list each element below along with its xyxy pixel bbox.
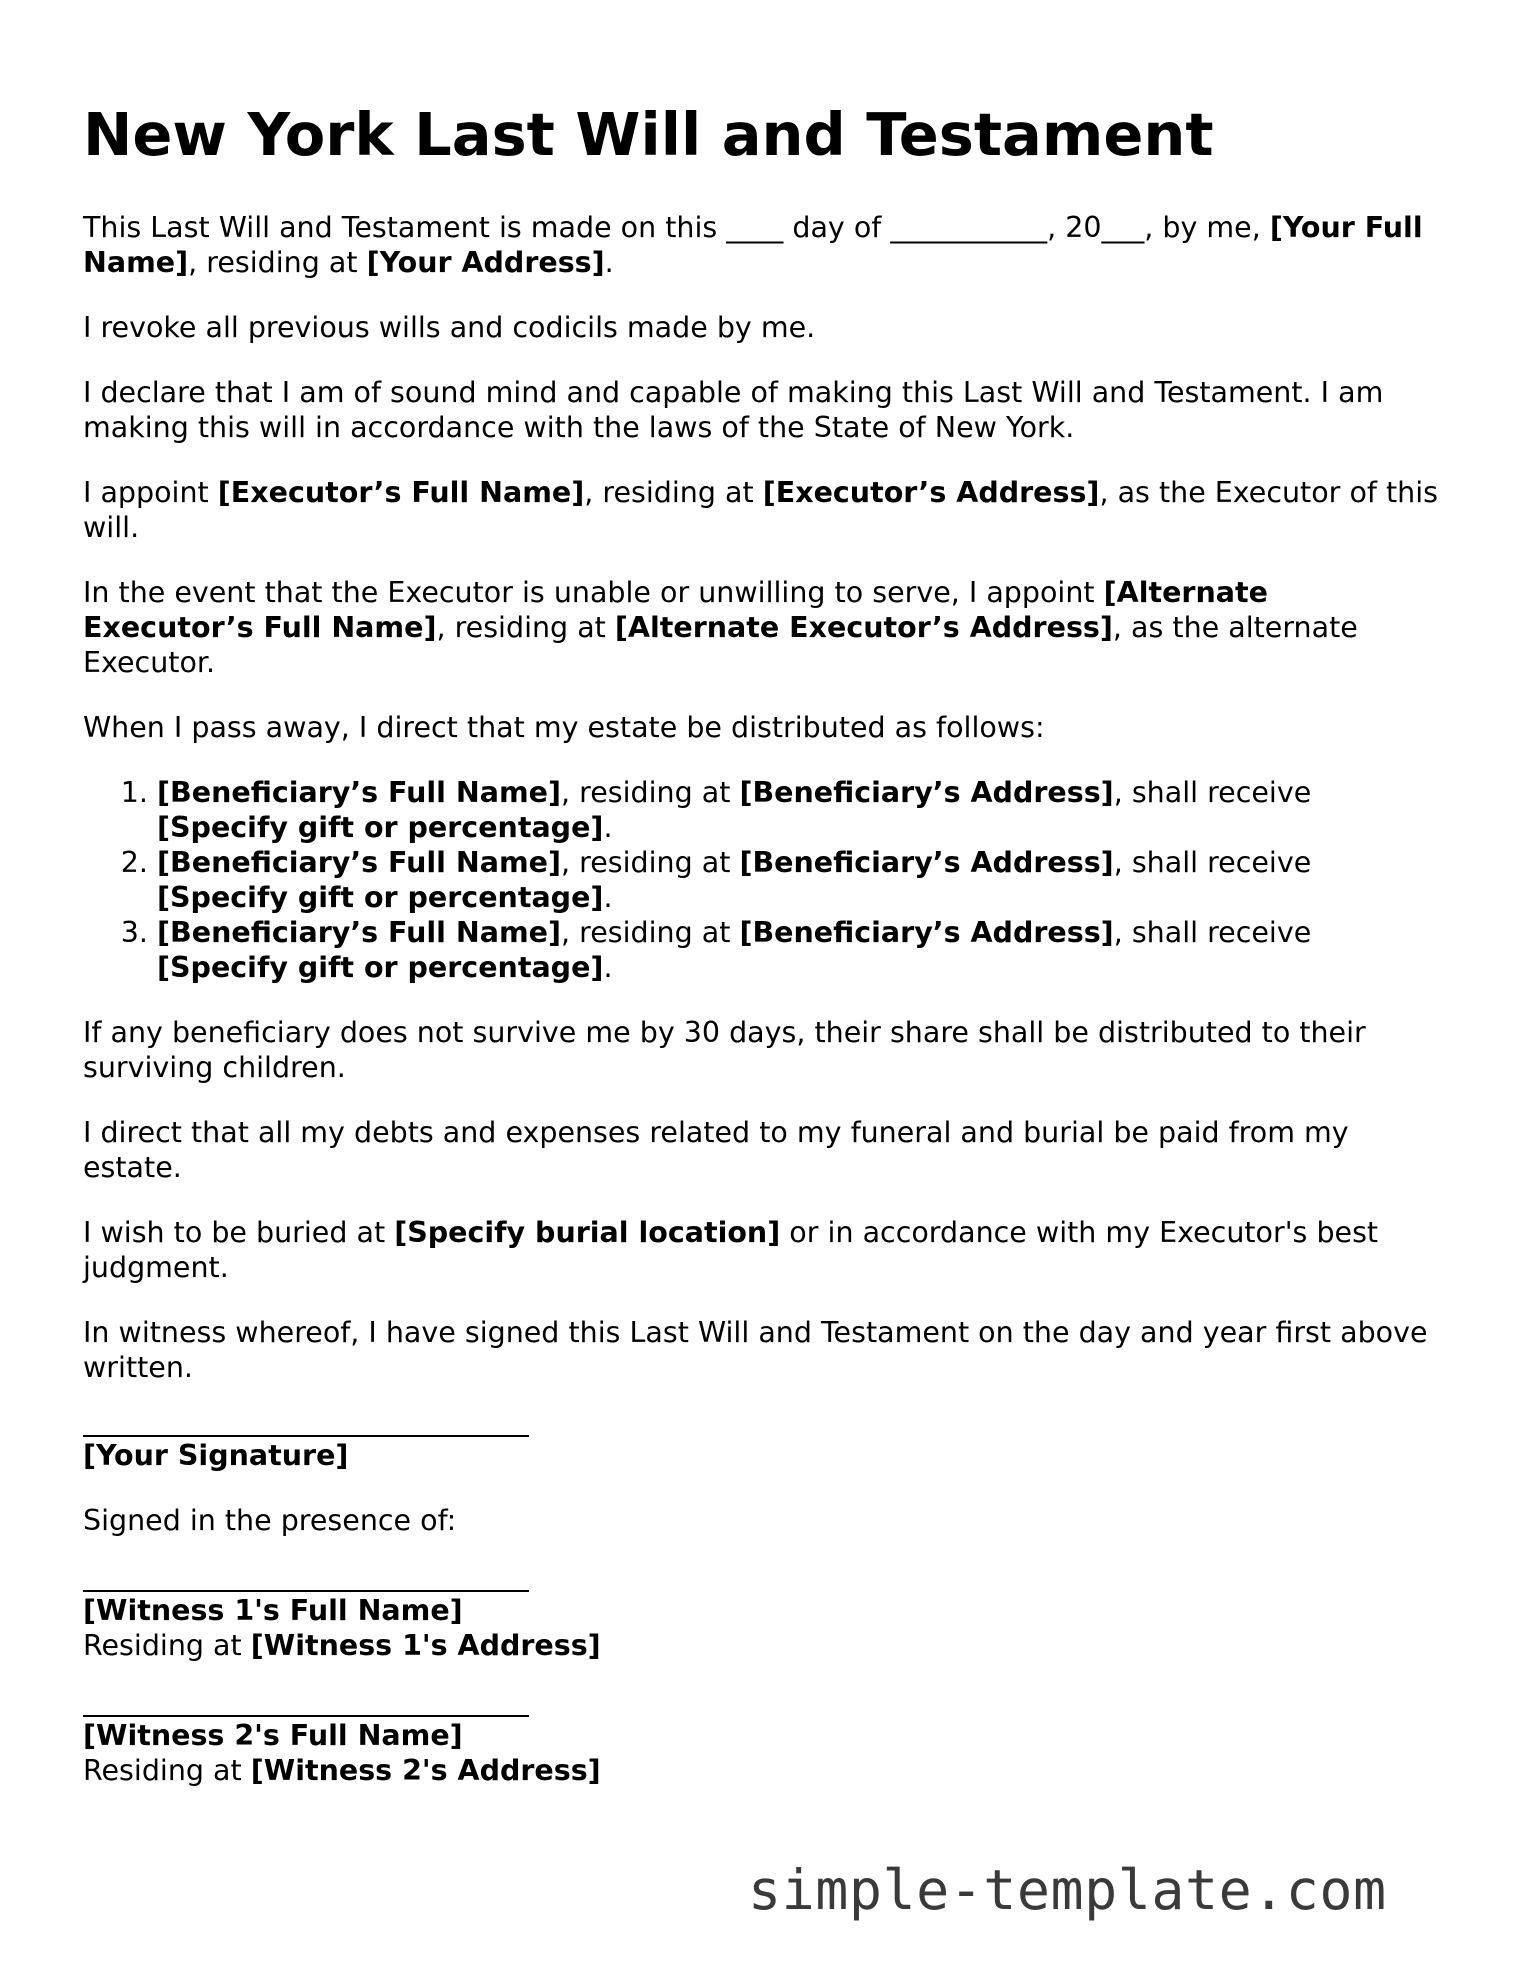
beneficiary-text: , shall receive xyxy=(1113,916,1312,949)
alternate-address-placeholder: [Alternate Executor’s Address] xyxy=(614,611,1113,644)
beneficiary-name-placeholder: [Beneficiary’s Full Name] xyxy=(157,916,561,949)
presence-text: Signed in the presence of: xyxy=(83,1504,457,1537)
executor-text: , as the Executor of this will. xyxy=(83,476,1438,544)
beneficiary-name-placeholder: [Beneficiary’s Full Name] xyxy=(157,846,561,879)
beneficiary-gift-placeholder: [Specify gift or percentage] xyxy=(157,951,604,984)
witness-name-placeholder: [Witness 1's Full Name] xyxy=(83,1594,463,1627)
witness-address-placeholder: [Witness 1's Address] xyxy=(250,1629,601,1662)
declare-paragraph: I declare that I am of sound mind and capable of making this Last Will and Testament. I am making this will in accordance with the laws of the State of New York. xyxy=(83,376,1384,444)
beneficiary-text: , residing at xyxy=(561,846,740,879)
beneficiary-address-placeholder: [Beneficiary’s Address] xyxy=(739,776,1114,809)
intro-paragraph xyxy=(83,210,1443,280)
burial-paragraph xyxy=(83,1215,1443,1285)
intro-text: This Last Will and Testament is made on this ____ day of ___________, 20___, by me, xyxy=(83,211,1270,244)
beneficiary-text: . xyxy=(603,811,613,844)
testator-address-placeholder: [Your Address] xyxy=(366,246,605,279)
witness-clause: In witness whereof, I have signed this Last Will and Testament on the day and year first above written. xyxy=(83,1316,1428,1384)
signature-label: [Your Signature] xyxy=(83,1439,349,1472)
burial-location-placeholder: [Specify burial location] xyxy=(394,1216,781,1249)
list-item xyxy=(157,775,1443,845)
executor-text: , residing at xyxy=(584,476,763,509)
executor-paragraph xyxy=(83,475,1443,545)
signature-line xyxy=(83,1590,529,1592)
signature-block xyxy=(83,1435,1443,1788)
debts-paragraph: I direct that all my debts and expenses related to my funeral and burial be paid from my estate. xyxy=(83,1116,1349,1184)
signature-line xyxy=(83,1435,529,1437)
beneficiary-text: . xyxy=(603,951,613,984)
burial-text: or in accordance with my Executor's best judgment. xyxy=(83,1216,1379,1284)
executor-text: I appoint xyxy=(83,476,218,509)
witness-residing-label: Residing at xyxy=(83,1754,251,1787)
survive-paragraph: If any beneficiary does not survive me by 30 days, their share shall be distributed to their surviving children. xyxy=(83,1016,1366,1084)
beneficiary-text: . xyxy=(603,881,613,914)
alternate-text: , residing at xyxy=(436,611,615,644)
witness-name-placeholder: [Witness 2's Full Name] xyxy=(83,1719,463,1752)
witness-1-signature xyxy=(83,1590,1443,1663)
intro-text: , residing at xyxy=(188,246,367,279)
page-title: New York Last Will and Testament xyxy=(83,100,1214,169)
beneficiary-address-placeholder: [Beneficiary’s Address] xyxy=(739,846,1114,879)
witness-address-placeholder: [Witness 2's Address] xyxy=(250,1754,601,1787)
beneficiary-address-placeholder: [Beneficiary’s Address] xyxy=(739,916,1114,949)
beneficiary-text: , shall receive xyxy=(1113,846,1312,879)
beneficiary-name-placeholder: [Beneficiary’s Full Name] xyxy=(157,776,561,809)
revoke-paragraph: I revoke all previous wills and codicils made by me. xyxy=(83,311,816,344)
alternate-text: , as the alternate Executor. xyxy=(83,611,1358,679)
beneficiary-gift-placeholder: [Specify gift or percentage] xyxy=(157,811,604,844)
distribution-intro: When I pass away, I direct that my estate be distributed as follows: xyxy=(83,711,1045,744)
list-item xyxy=(157,915,1443,985)
beneficiary-list xyxy=(83,775,1443,985)
testator-name-placeholder: [Your Full Name] xyxy=(83,211,1423,279)
testator-signature xyxy=(83,1435,1443,1473)
executor-name-placeholder: [Executor’s Full Name] xyxy=(217,476,585,509)
alternate-name-placeholder: [Alternate Executor’s Full Name] xyxy=(83,576,1268,644)
signature-line xyxy=(83,1715,529,1717)
burial-text: I wish to be buried at xyxy=(83,1216,395,1249)
beneficiary-text: , shall receive xyxy=(1113,776,1312,809)
beneficiary-gift-placeholder: [Specify gift or percentage] xyxy=(157,881,604,914)
beneficiary-text: , residing at xyxy=(561,776,740,809)
list-item xyxy=(157,845,1443,915)
witness-residing-label: Residing at xyxy=(83,1629,251,1662)
witness-2-signature xyxy=(83,1715,1443,1788)
watermark: simple-template.com xyxy=(748,1858,1387,1922)
executor-address-placeholder: [Executor’s Address] xyxy=(762,476,1100,509)
beneficiary-text: , residing at xyxy=(561,916,740,949)
alternate-text: In the event that the Executor is unable or unwilling to serve, I appoint xyxy=(83,576,1104,609)
intro-text: . xyxy=(604,246,614,279)
document xyxy=(83,100,1443,1840)
alternate-executor-paragraph xyxy=(83,575,1443,680)
